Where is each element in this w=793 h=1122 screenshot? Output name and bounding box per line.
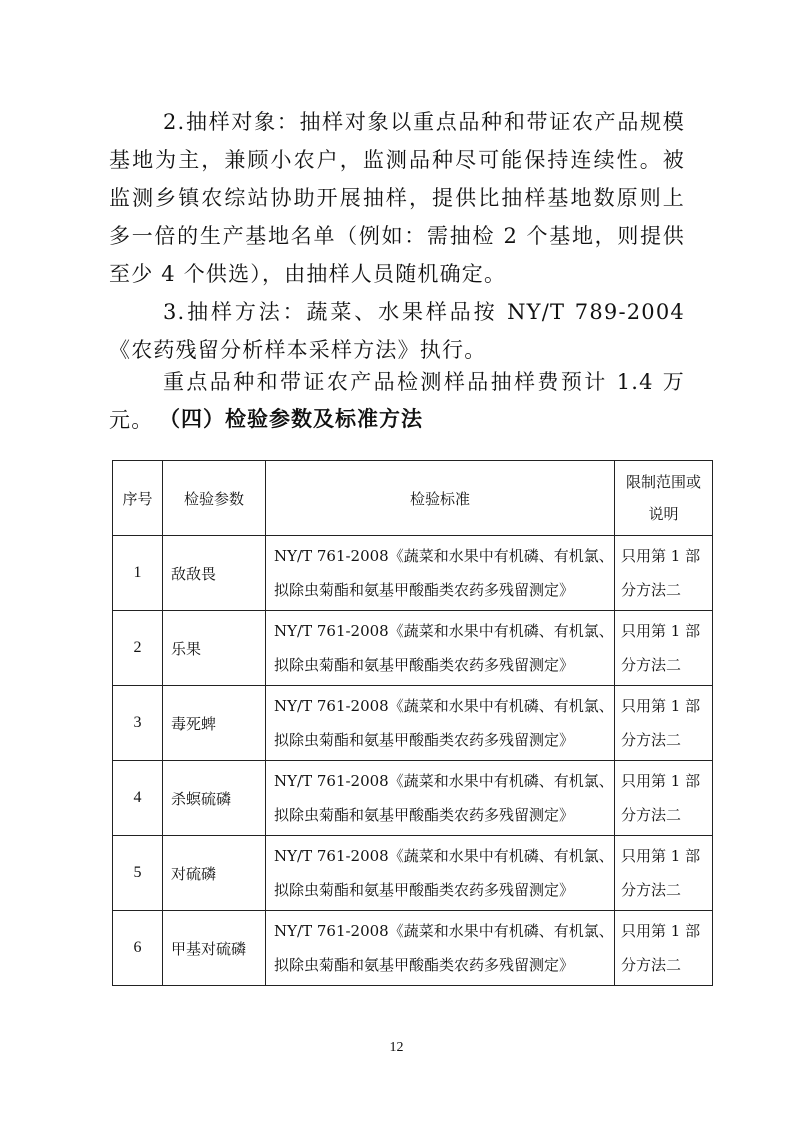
cell-standard	[266, 686, 615, 761]
cell-standard	[266, 911, 615, 986]
header-note	[615, 461, 713, 536]
paragraph-sampling-method: 3.抽样方法：蔬菜、水果样品按 NY/T 789-2004《农药残留分析样本采样方法》执行。	[109, 300, 685, 362]
table-header-row	[113, 461, 713, 536]
cell-note	[615, 686, 713, 761]
table-row	[113, 611, 713, 686]
header-no: 序号	[113, 461, 163, 536]
standard-line1: NY/T 761-2008《蔬菜和水果中有机磷、有机氯、	[274, 697, 614, 715]
cell-note	[615, 761, 713, 836]
standard-line1: NY/T 761-2008《蔬菜和水果中有机磷、有机氯、	[274, 547, 614, 565]
standard-line2: 拟除虫菊酯和氨基甲酸酯类农药多残留测定》	[274, 806, 575, 824]
cell-no: 3	[113, 686, 163, 761]
cell-param: 甲基对硫磷	[163, 911, 266, 986]
table-row	[113, 536, 713, 611]
paragraph-sampling-fee: 重点品种和带证农产品检测样品抽样费预计 1.4 万元。	[109, 370, 685, 432]
note-line1: 只用第 1 部	[621, 622, 701, 640]
standard-line2: 拟除虫菊酯和氨基甲酸酯类农药多残留测定》	[274, 581, 575, 599]
header-note-line2: 说明	[648, 505, 679, 523]
note-line2: 分方法二	[621, 581, 682, 599]
note-line2: 分方法二	[621, 806, 682, 824]
cell-param: 敌敌畏	[163, 536, 266, 611]
note-line1: 只用第 1 部	[621, 772, 701, 790]
cell-standard	[266, 836, 615, 911]
header-standard: 检验标准	[266, 461, 615, 536]
standard-line2: 拟除虫菊酯和氨基甲酸酯类农药多残留测定》	[274, 956, 575, 974]
note-line1: 只用第 1 部	[621, 697, 701, 715]
table-row	[113, 911, 713, 986]
cell-note	[615, 836, 713, 911]
note-line2: 分方法二	[621, 731, 682, 749]
cell-no: 1	[113, 536, 163, 611]
cell-param: 乐果	[163, 611, 266, 686]
cell-no: 4	[113, 761, 163, 836]
cell-standard	[266, 536, 615, 611]
paragraph-sampling-target: 2.抽样对象：抽样对象以重点品种和带证农产品规模基地为主，兼顾小农户，监测品种尽可能保持连续性。被监测乡镇农综站协助开展抽样，提供比抽样基地数原则上多一倍的生产基地名单（例如：需抽检 2 个基地，则提供至少 4 个供选），由抽样人员随机确定。	[109, 110, 685, 286]
standard-line1: NY/T 761-2008《蔬菜和水果中有机磷、有机氯、	[274, 772, 614, 790]
cell-standard	[266, 611, 615, 686]
note-line2: 分方法二	[621, 656, 682, 674]
note-line1: 只用第 1 部	[621, 547, 701, 565]
header-note-line1: 限制范围或	[625, 473, 701, 491]
standard-line2: 拟除虫菊酯和氨基甲酸酯类农药多残留测定》	[274, 656, 575, 674]
table-row	[113, 761, 713, 836]
table-row	[113, 686, 713, 761]
note-line2: 分方法二	[621, 881, 682, 899]
standard-line2: 拟除虫菊酯和氨基甲酸酯类农药多残留测定》	[274, 881, 575, 899]
page-number: 12	[389, 1040, 404, 1055]
header-param: 检验参数	[163, 461, 266, 536]
standard-line2: 拟除虫菊酯和氨基甲酸酯类农药多残留测定》	[274, 731, 575, 749]
table-row	[113, 836, 713, 911]
cell-no: 5	[113, 836, 163, 911]
standard-line1: NY/T 761-2008《蔬菜和水果中有机磷、有机氯、	[274, 922, 614, 940]
standard-line1: NY/T 761-2008《蔬菜和水果中有机磷、有机氯、	[274, 622, 614, 640]
cell-note	[615, 911, 713, 986]
cell-note	[615, 536, 713, 611]
cell-standard	[266, 761, 615, 836]
cell-param: 对硫磷	[163, 836, 266, 911]
cell-no: 2	[113, 611, 163, 686]
test-parameters-table	[112, 460, 713, 986]
note-line1: 只用第 1 部	[621, 922, 701, 940]
cell-param: 杀螟硫磷	[163, 761, 266, 836]
section-heading: （四）检验参数及标准方法	[159, 407, 423, 431]
cell-param: 毒死蜱	[163, 686, 266, 761]
cell-no: 6	[113, 911, 163, 986]
note-line2: 分方法二	[621, 956, 682, 974]
standard-line1: NY/T 761-2008《蔬菜和水果中有机磷、有机氯、	[274, 847, 614, 865]
cell-note	[615, 611, 713, 686]
note-line1: 只用第 1 部	[621, 847, 701, 865]
